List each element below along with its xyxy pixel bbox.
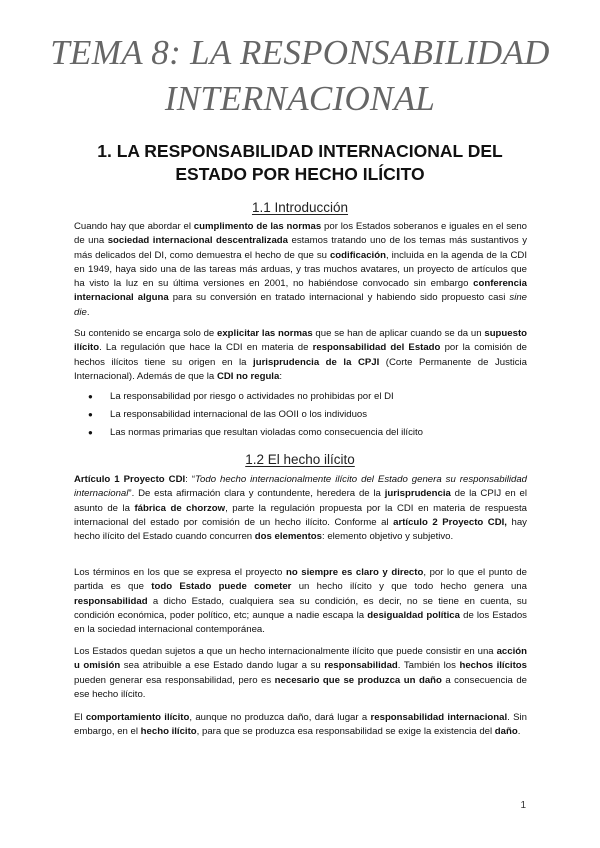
- section-heading: [60, 140, 540, 186]
- document-title-line-2: INTERNACIONAL: [164, 79, 436, 118]
- paragraph-introduccion-1: Cuando hay que abordar el cumplimento de las normas por los Estados soberanos e iguales en el seno de una sociedad internacional descentralizada estamos tratando uno de los temas más sustantivos y más delicados del DI, como demuestra el hecho de que su codificación, incluida en la agenda de la CDI en 1949, haya sido una de las tareas más arduas, y tras muchos avatares, un proyecto de artículos que ha visto la luz en su última versiones en 2001, no habiéndose convocado sin embargo conferencia internacional alguna para su conversión en tratado internacional y habiendo sido propuesto casi sine die.: [74, 221, 528, 318]
- paragraph-hecho-ilicito-2: Los términos en los que se expresa el proyecto no siempre es claro y directo, por lo que el punto de partida es que todo Estado puede cometer un hecho ilícito y que todo hecho genera una responsabilidad a dicho Estado, cualquiera sea su condición, es decir, no se tiene en cuenta, su condición económica, poder político, etc; aunque a nadie escapa la desigualdad política de los Estados en la sociedad internacional contemporánea.: [74, 567, 527, 636]
- page-number: 1: [520, 800, 526, 811]
- paragraph-hecho-ilicito-4: El comportamiento ilícito, aunque no produzca daño, dará lugar a responsabilidad internacional. Sin embargo, en el hecho ilícito, para que se produzca esa responsabilidad se exige la existencia del daño.: [74, 712, 527, 738]
- document-title: [0, 30, 600, 122]
- section-heading-line-2: ESTADO POR HECHO ILÍCITO: [175, 164, 425, 184]
- document-title-line-1: TEMA 8: LA RESPONSABILIDAD: [50, 33, 550, 72]
- subsection-heading-hecho-ilicito: [0, 451, 600, 468]
- section-heading-line-1: 1. LA RESPONSABILIDAD INTERNACIONAL DEL: [97, 141, 503, 161]
- bullet-list: [88, 388, 528, 442]
- paragraph-hecho-ilicito-3: Los Estados quedan sujetos a que un hecho internacionalmente ilícito que puede consistir en una acción u omisión sea atribuible a ese Estado dando lugar a su responsabilidad. También los hechos ilícitos pueden generar esa responsabilidad, pero es necesario que se produzca un daño a consecuencia de ese hecho ilícito.: [74, 646, 527, 700]
- subsection-heading-introduccion: [0, 199, 600, 216]
- paragraph-introduccion-2: Su contenido se encarga solo de explicitar las normas que se han de aplicar cuando se da un supuesto ilícito. La regulación que hace la CDI en materia de responsabilidad del Estado por la comisión de hechos ilícitos tiene su origen en la jurisprudencia de la CPJI (Corte Permanente de Justicia Internacional). Además de que la CDI no regula:: [74, 328, 528, 382]
- list-item: ● Las normas primarias que resultan violadas como consecuencia del ilícito: [88, 424, 528, 442]
- list-item: ● La responsabilidad internacional de las OOII o los individuos: [88, 406, 528, 424]
- subsection-heading-text: 1.1 Introducción: [251, 200, 349, 215]
- list-item: ● La responsabilidad por riesgo o actividades no prohibidas por el DI: [88, 388, 528, 406]
- subsection-heading-text: 1.2 El hecho ilícito: [245, 452, 355, 467]
- paragraph-hecho-ilicito-1: Artículo 1 Proyecto CDI: “Todo hecho internacionalmente ilícito del Estado genera su responsabilidad internacional”. De esta afirmación clara y contundente, heredera de la jurisprudencia de la CPIJ en el asunto de la fábrica de chorzow, parte la regulación propuesta por la CDI en materia de respuesta internacional del estado por comisión de un hecho ilícito. Conforme al artículo 2 Proyecto CDI, hay hecho ilícito del Estado cuando concurren dos elementos: elemento objetivo y subjetivo.: [74, 474, 528, 543]
